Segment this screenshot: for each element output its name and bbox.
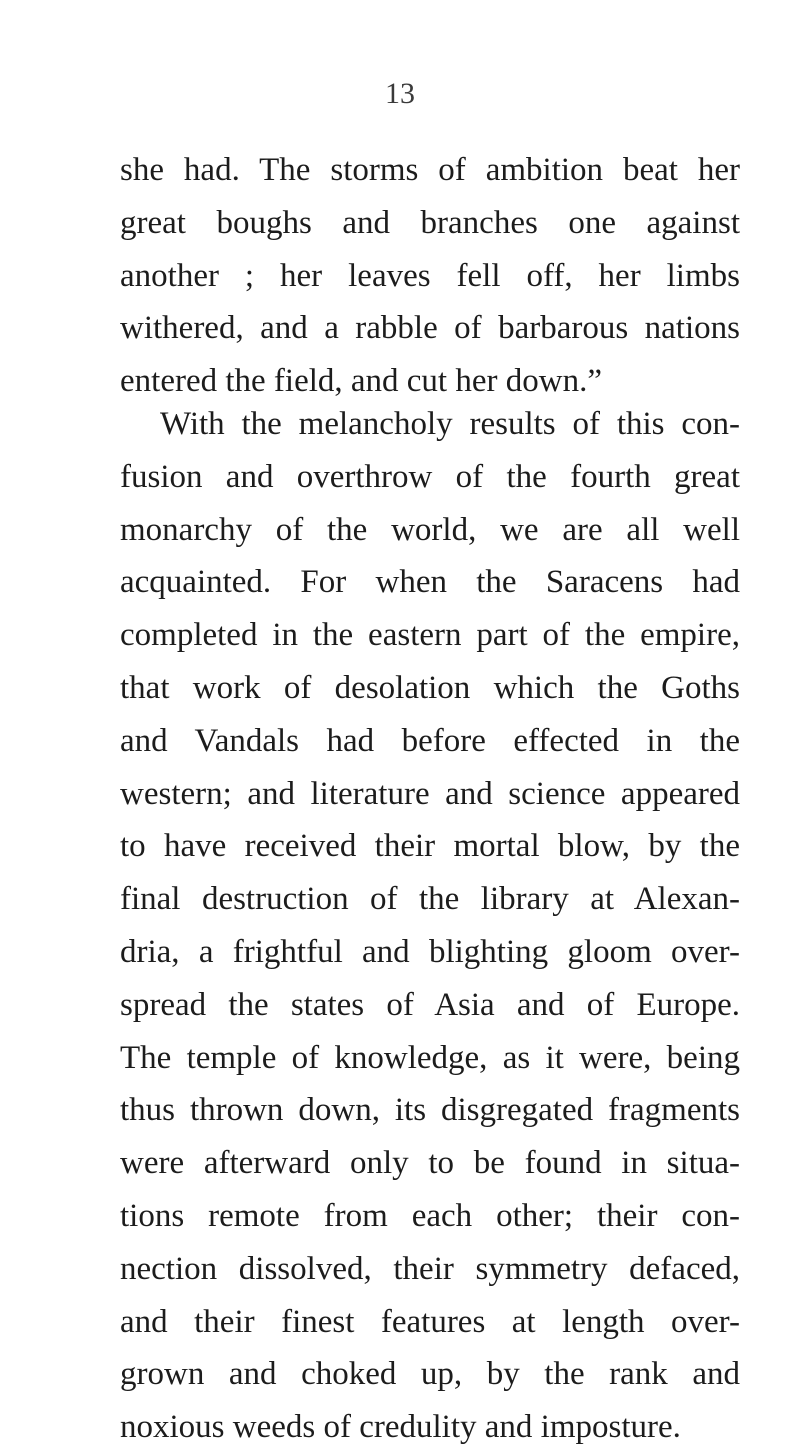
text-line: thus thrown down, its disgregated fragments bbox=[120, 1092, 740, 1129]
text-line: grown and choked up, by the rank and bbox=[120, 1356, 740, 1393]
text-line: noxious weeds of credulity and imposture. bbox=[120, 1409, 681, 1446]
text-line: that work of desolation which the Goths bbox=[120, 669, 740, 706]
text-line: With the melancholy results of this con- bbox=[160, 406, 740, 442]
text-line: another ; her leaves fell off, her limbs bbox=[120, 257, 740, 294]
text-line: dria, a frightful and blighting gloom over- bbox=[120, 933, 740, 970]
paragraph-1 bbox=[120, 144, 740, 408]
text-line: were afterward only to be found in situa- bbox=[120, 1145, 740, 1182]
text-line: fusion and overthrow of the fourth great bbox=[120, 458, 740, 495]
text-line: The temple of knowledge, as it were, being bbox=[120, 1039, 740, 1076]
paragraph-2 bbox=[120, 398, 740, 1454]
text-line: entered the field, and cut her down.” bbox=[120, 363, 602, 400]
text-line: tions remote from each other; their con- bbox=[120, 1197, 740, 1234]
text-line: final destruction of the library at Alexan- bbox=[120, 881, 740, 918]
text-line: and Vandals had before effected in the bbox=[120, 722, 740, 759]
text-line: spread the states of Asia and of Europe. bbox=[120, 986, 740, 1023]
page-number: 13 bbox=[385, 77, 415, 110]
text-line: great boughs and branches one against bbox=[120, 204, 740, 241]
text-line: monarchy of the world, we are all well bbox=[120, 511, 740, 548]
text-line: withered, and a rabble of barbarous nations bbox=[120, 310, 740, 347]
text-line: nection dissolved, their symmetry defaced, bbox=[120, 1250, 740, 1287]
text-line: to have received their mortal blow, by the bbox=[120, 828, 740, 865]
text-line: she had. The storms of ambition beat her bbox=[120, 152, 740, 188]
text-line: completed in the eastern part of the empire, bbox=[120, 617, 740, 654]
text-line: acquainted. For when the Saracens had bbox=[120, 564, 740, 601]
text-line: western; and literature and science appeared bbox=[120, 775, 740, 812]
text-line: and their finest features at length over- bbox=[120, 1303, 740, 1340]
